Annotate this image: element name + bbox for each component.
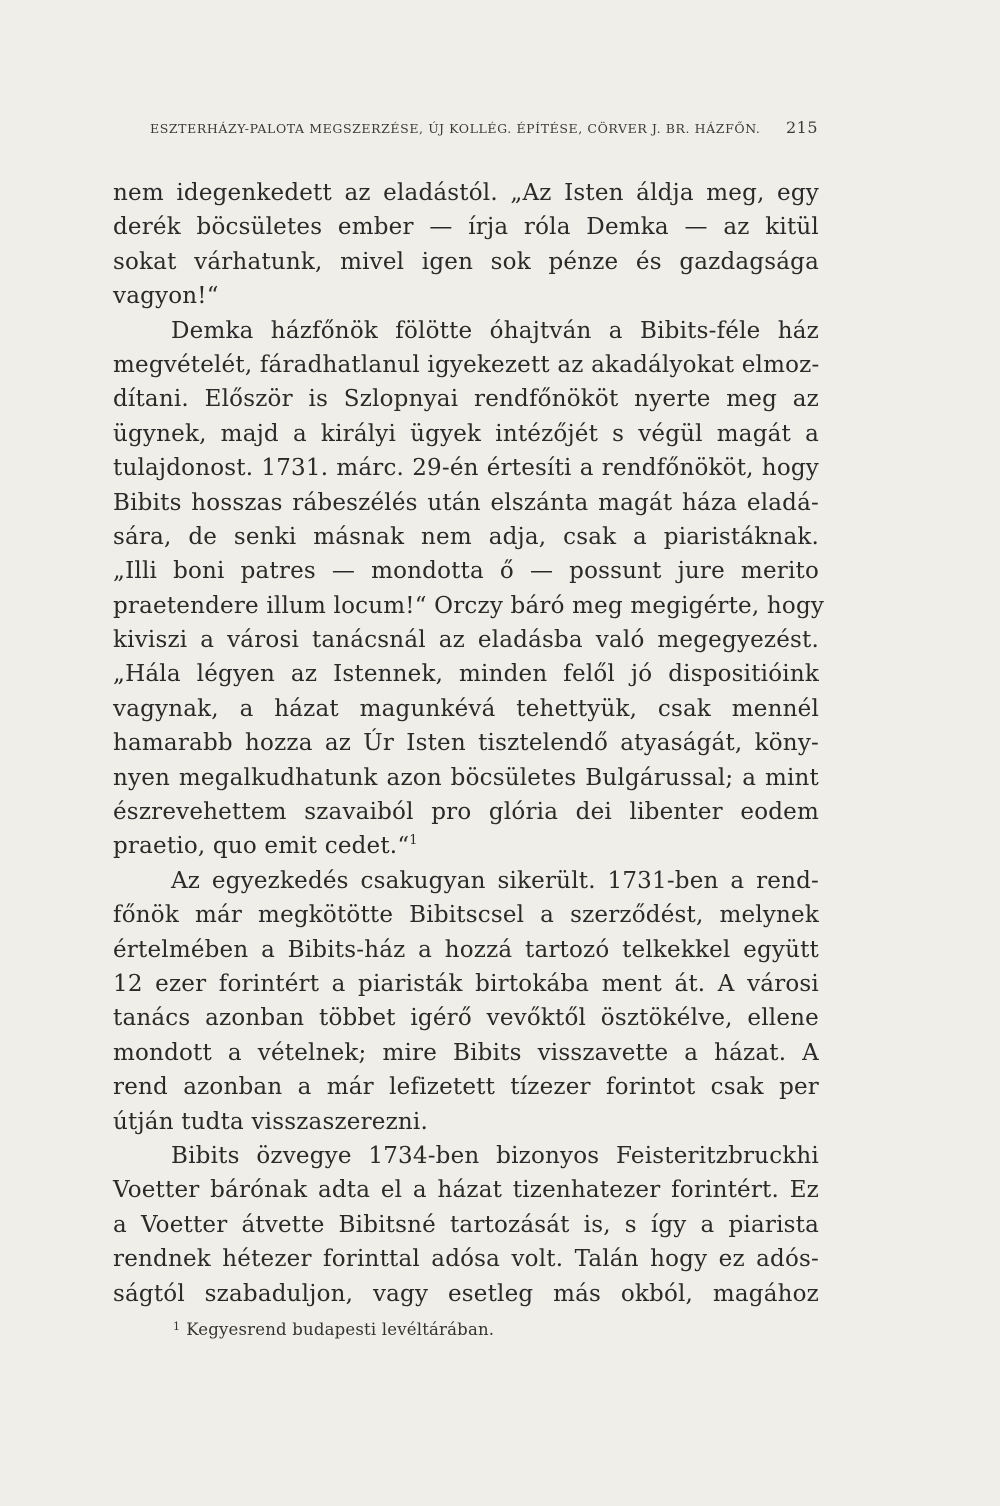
text-line: ságtól szabaduljon, vagy esetleg más okból, magához xyxy=(113,1280,819,1307)
text-line: sára, de senki másnak nem adja, csak a piaristáknak. xyxy=(113,523,819,550)
text-line: Bibits hosszas rábeszélés után elszánta magát háza eladá- xyxy=(113,489,819,516)
text-line: hamarabb hozza az Úr Isten tisztelendő atyaságát, köny- xyxy=(113,730,819,757)
text-line: praetio, quo emit cedet.“ xyxy=(113,833,410,860)
footnote-text: Kegyesrend budapesti levéltárában. xyxy=(186,1320,495,1339)
text-line: nem idegenkedett az eladástól. „Az Isten áldja meg, egy xyxy=(113,180,819,206)
text-line: vagynak, a házat magunkévá tehettyük, csak mennél xyxy=(113,695,819,722)
text-line: észrevehettem szavaiból pro glória dei libenter eodem xyxy=(113,799,819,826)
page-number: 215 xyxy=(785,118,818,137)
running-title: ESZTERHÁZY-PALOTA MEGSZERZÉSE, ÚJ KOLLÉG. ÉPÍTÉSE, CÖRVER J. BR. HÁZFŐN. xyxy=(150,121,761,136)
running-head xyxy=(150,118,818,137)
text-line: ügynek, majd a királyi ügyek intézőjét s végül magát a xyxy=(113,420,819,447)
text-line-with-footnote xyxy=(113,829,819,863)
text-line: Az egyezkedés csakugyan sikerült. 1731-ben a rend- xyxy=(171,867,819,894)
text-line: tulajdonost. 1731. márc. 29-én értesíti a rendfőnököt, hogy xyxy=(113,455,819,482)
text-line: tanács azonban többet igérő vevőktől ösztökélve, ellene xyxy=(113,1005,819,1032)
text-line: rend azonban a már lefizetett tízezer forintot csak per xyxy=(113,1074,819,1101)
text-line: sokat várhatunk, mivel igen sok pénze és gazdagsága xyxy=(113,248,819,275)
text-line: Bibits özvegye 1734-ben bizonyos Feisteritzbruckhi xyxy=(171,1142,819,1169)
text-line: útján tudta visszaszerezni. xyxy=(113,1108,428,1135)
footnote-mark: 1 xyxy=(173,1320,181,1333)
body-text xyxy=(113,176,825,1311)
text-line: Voetter bárónak adta el a házat tizenhatezer forintért. Ez xyxy=(113,1177,819,1204)
text-line: főnök már megkötötte Bibitscsel a szerződést, melynek xyxy=(113,902,819,929)
text-line: megvételét, fáradhatlanul igyekezett az akadályokat elmoz- xyxy=(113,351,820,378)
text-line: vagyon!“ xyxy=(113,283,219,310)
text-line: Demka házfőnök fölötte óhajtván a Bibits-féle ház xyxy=(171,317,819,344)
text-line: praetendere illum locum!“ Orczy báró meg megigérte, hogy xyxy=(113,592,825,619)
text-line: nyen megalkudhatunk azon böcsületes Bulgárussal; a mint xyxy=(113,764,819,791)
text-line: „Illi boni patres — mondotta ő — possunt jure merito xyxy=(113,558,819,585)
text-line: a Voetter átvette Bibitsné tartozását is, s így a piarista xyxy=(113,1211,819,1238)
text-line: „Hála légyen az Istennek, minden felől jó dispositióink xyxy=(113,661,819,688)
footnote-reference: 1 xyxy=(409,833,418,849)
footnote xyxy=(173,1320,813,1339)
text-line: rendnek hétezer forinttal adósa volt. Talán hogy ez adós- xyxy=(113,1246,819,1273)
text-line: dítani. Először is Szlopnyai rendfőnököt nyerte meg az xyxy=(113,386,819,413)
text-line: 12 ezer forintért a piaristák birtokába ment át. A városi xyxy=(113,970,819,997)
text-line: derék böcsületes ember — írja róla Demka — az kitül xyxy=(113,214,819,241)
text-line: mondott a vételnek; mire Bibits visszavette a házat. A xyxy=(113,1039,819,1066)
text-line: értelmében a Bibits-ház a hozzá tartozó telkekkel együtt xyxy=(113,936,819,963)
text-line: kiviszi a városi tanácsnál az eladásba való megegyezést. xyxy=(113,627,819,654)
